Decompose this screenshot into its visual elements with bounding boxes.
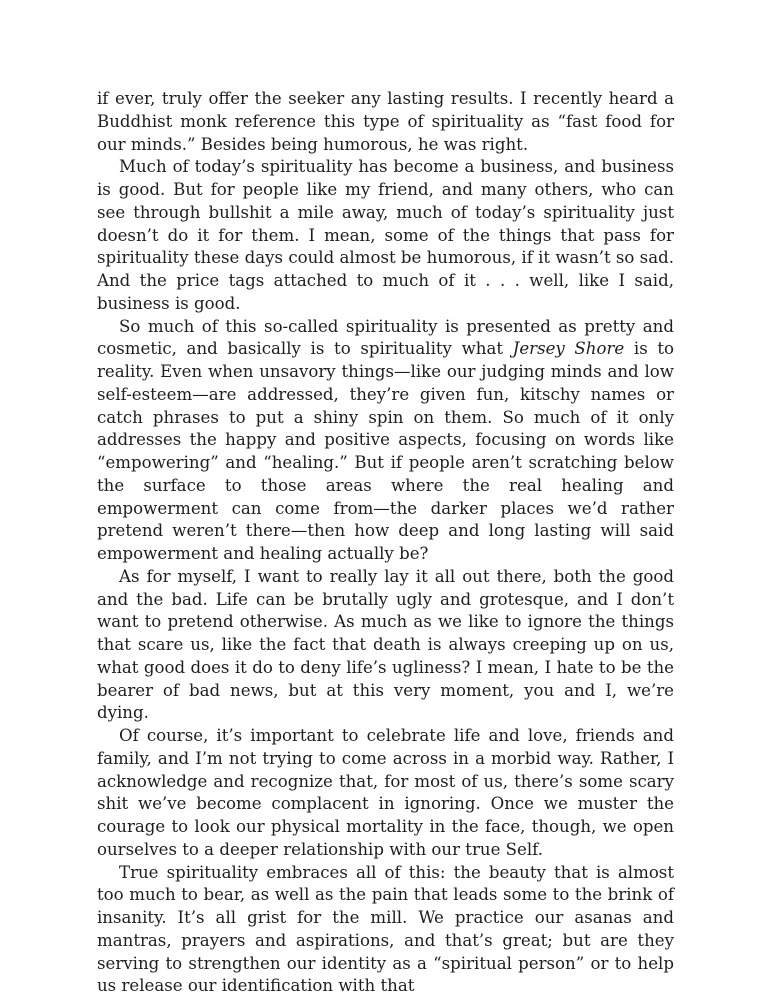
paragraph-4: [97, 566, 674, 725]
paragraph-5-text: Of course, it’s important to celebrate life and love, friends and family, and I’m not trying to come across in a morbid way. Rather, I acknowledge and recognize that, for most of us, there’s some scary shit we’ve become complacent in ignoring. Once we muster the courage to look our physical mortality in the face, though, we open ourselves to a deeper relationship with our true Self.: [97, 726, 674, 859]
paragraph-3-text-b: is to reality. Even when unsavory things—like our judging minds and low self-esteem—are addressed, they’re given fun, kitschy names or catch phrases to put a shiny spin on them. So much of it only addresses the happy and positive aspects, focusing on words like “empowering” and “healing.” But if people aren’t scratching below the surface to those areas where the real healing and empowerment can come from—the darker places we’d rather pretend weren’t there—then how deep and long lasting will said empowerment and healing actually be?: [97, 339, 675, 563]
paragraph-6-text: True spirituality embraces all of this: the beauty that is almost too much to bear, as well as the pain that leads some to the brink of insanity. It’s all grist for the mill. We practice our asanas and mantras, prayers and aspirations, and that’s great; but are they serving to strengthen our identity as a “spiritual person” or to help us release our identification with that: [97, 862, 674, 996]
paragraph-4-text: As for myself, I want to really lay it all out there, both the good and the bad. Life can be brutally ugly and grotesque, and I don’t want to pretend otherwise. As much as we like to ignore the things that scare us, like the fact that death is always creeping up on us, what good does it do to deny life’s ugliness? I mean, I hate to be the bearer of bad news, but at this very moment, you and I, we’re dying.: [97, 566, 674, 723]
paragraph-5: [97, 725, 674, 862]
paragraph-1: [97, 88, 674, 156]
paragraph-2-text: Much of today’s spirituality has become a business, and business is good. But for people like my friend, and many others, who can see through bullshit a mile away, much of today’s spirituality just doesn’t do it for them. I mean, some of the things that pass for spirituality these days could almost be humorous, if it wasn’t so sad. And the price tags attached to much of it . . . well, like I said, business is good.: [97, 157, 674, 313]
paragraph-3: [97, 316, 674, 566]
page-body: [97, 88, 674, 998]
paragraph-3-text-a: So much of this so-called spirituality is presented as pretty and cosmetic, and basically is to spirituality what: [97, 316, 674, 359]
paragraph-6: [97, 862, 674, 999]
paragraph-1-text: if ever, truly offer the seeker any lasting results. I recently heard a Buddhist monk reference this type of spirituality as “fast food for our minds.” Besides being humorous, he was right.: [97, 89, 674, 154]
paragraph-2: [97, 156, 674, 315]
tv-show-title: Jersey Shore: [512, 339, 625, 359]
